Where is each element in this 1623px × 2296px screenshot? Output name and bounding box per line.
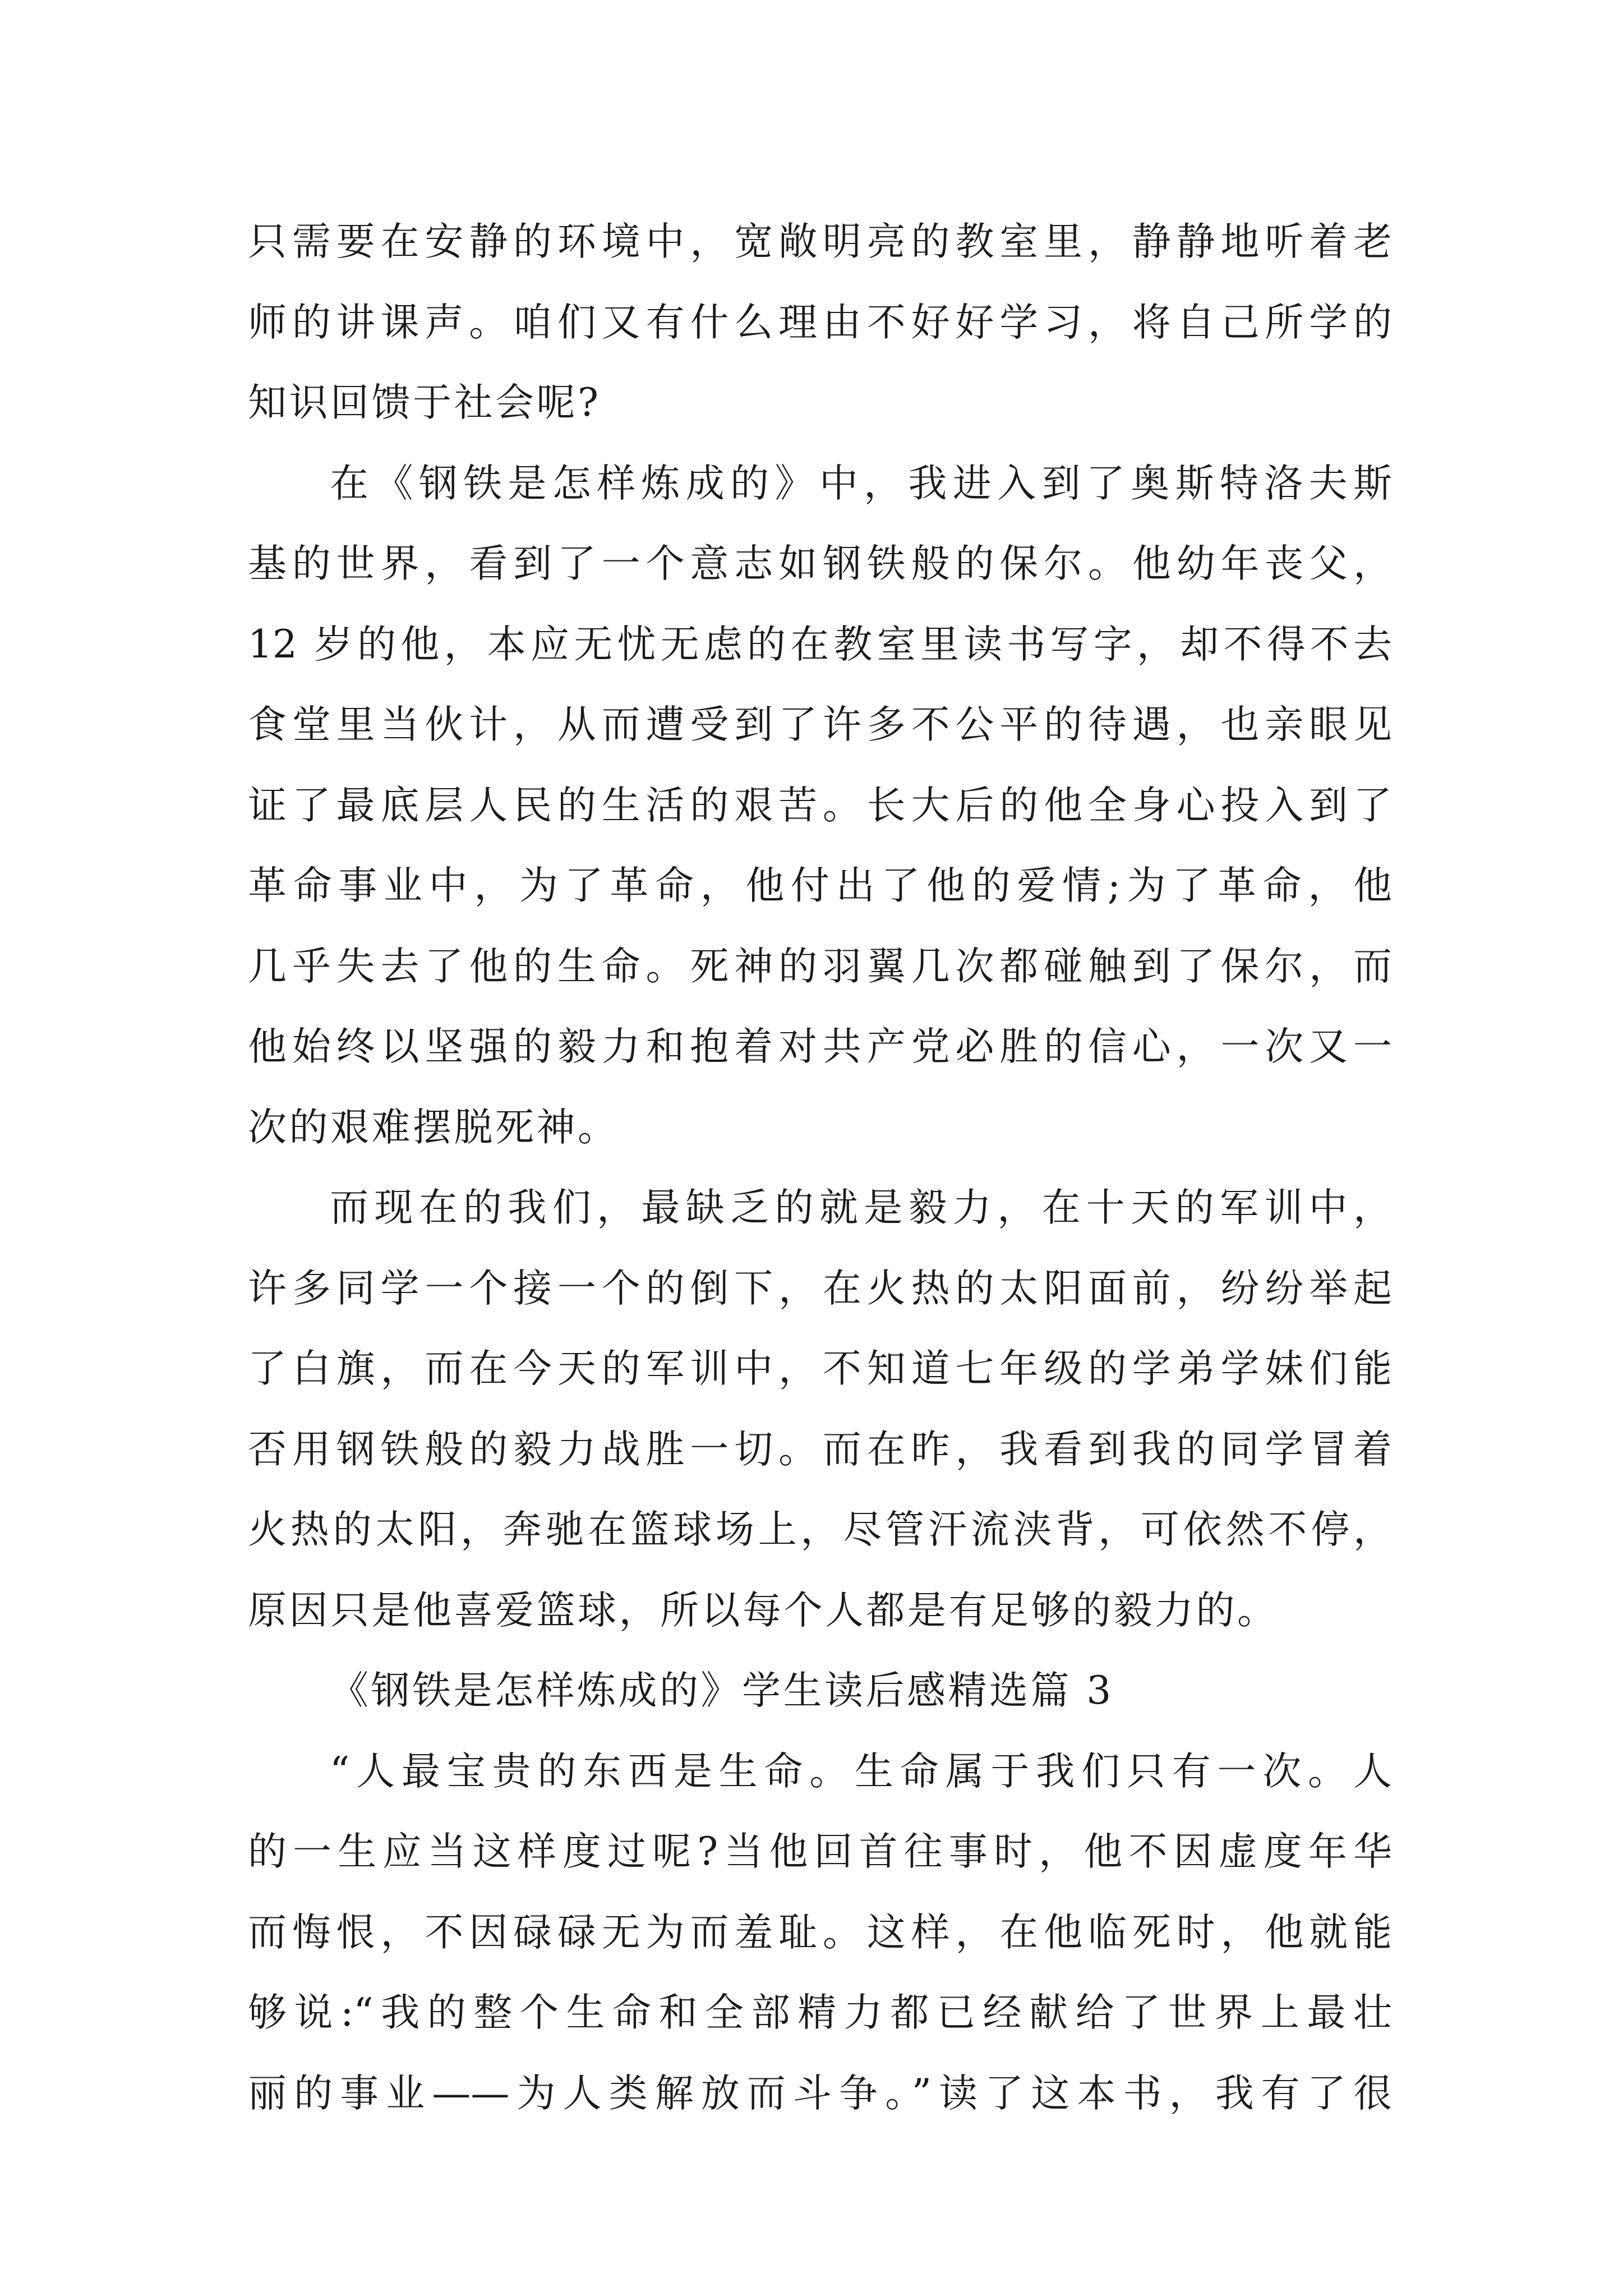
text-line: 许多同学一个接一个的倒下，在火热的太阳面前，纷纷举起 — [248, 1266, 1392, 1311]
text-line: 12 岁的他，本应无忧无虑的在教室里读书写字，却不得不去 — [248, 622, 1392, 667]
text-line: 丽的事业——为人类解放而斗争。”读了这本书，我有了很 — [248, 2070, 1392, 2116]
text-line: 证了最底层人民的生活的艰苦。长大后的他全身心投入到了 — [248, 783, 1392, 828]
text-line: 几乎失去了他的生命。死神的羽翼几次都碰触到了保尔，而 — [248, 944, 1392, 989]
text-line: 火热的太阳，奔驰在篮球场上，尽管汗流浃背，可依然不停， — [248, 1507, 1392, 1552]
text-line: 够说:“我的整个生命和全部精力都已经献给了世界上最壮 — [248, 1990, 1392, 2035]
text-line: 食堂里当伙计，从而遭受到了许多不公平的待遇，也亲眼见 — [248, 702, 1392, 747]
text-line: 的一生应当这样度过呢?当他回首往事时，他不因虚度年华 — [248, 1829, 1392, 1874]
paragraph-start-line: 而现在的我们，最缺乏的就是毅力，在十天的军训中， — [330, 1185, 1392, 1230]
text-line: 师的讲课声。咱们又有什么理由不好好学习，将自己所学的 — [248, 300, 1392, 345]
text-line: 否用钢铁般的毅力战胜一切。而在昨，我看到我的同学冒着 — [248, 1427, 1392, 1472]
section-heading: 《钢铁是怎样炼成的》学生读后感精选篇 3 — [330, 1668, 1114, 1713]
text-line: 只需要在安静的环境中，宽敞明亮的教室里，静静地听着老 — [248, 219, 1392, 264]
text-line: 他始终以坚强的毅力和抱着对共产党必胜的信心，一次又一 — [248, 1024, 1392, 1069]
text-line: 基的世界，看到了一个意志如钢铁般的保尔。他幼年丧父， — [248, 541, 1392, 586]
paragraph-start-line: 在《钢铁是怎样炼成的》中，我进入到了奥斯特洛夫斯 — [330, 461, 1392, 506]
text-line: 革命事业中，为了革命，他付出了他的爱情;为了革命，他 — [248, 863, 1392, 908]
paragraph-start-line: “人最宝贵的东西是生命。生命属于我们只有一次。人 — [330, 1749, 1392, 1794]
body-text — [248, 202, 1392, 2134]
text-line: 而悔恨，不因碌碌无为而羞耻。这样，在他临死时，他就能 — [248, 1910, 1392, 1955]
text-line: 知识回馈于社会呢? — [248, 380, 601, 425]
text-line: 次的艰难摆脱死神。 — [248, 1105, 619, 1150]
text-line: 了白旗，而在今天的军训中，不知道七年级的学弟学妹们能 — [248, 1346, 1392, 1391]
text-line: 原因只是他喜爱篮球，所以每个人都是有足够的毅力的。 — [248, 1588, 1279, 1633]
